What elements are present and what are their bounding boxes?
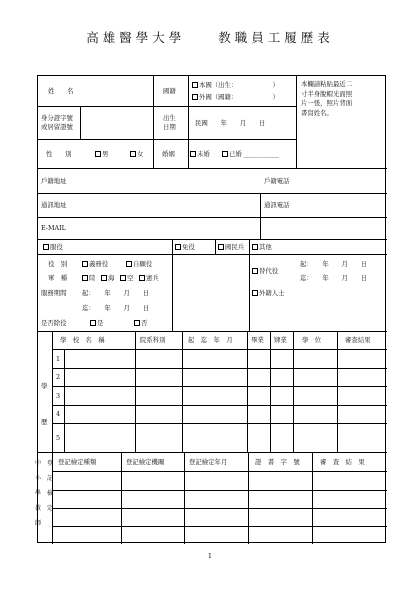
edu-row-number: 2: [56, 373, 61, 381]
reg-header-type: 登記檢定種類: [58, 458, 97, 466]
checkbox-icon: [252, 244, 258, 250]
page-number: 1: [207, 552, 213, 560]
checkbox-icon: [82, 275, 88, 281]
photo-note: 本欄請粘貼最近二 寸半身脫帽光面照 片一張，照片背面 書寫姓名。: [301, 80, 353, 117]
reg-header-agency: 登記檢定機關: [126, 458, 165, 466]
service-to[interactable]: 迄： 年 月 日: [82, 304, 150, 312]
checkbox-icon: [43, 244, 49, 250]
reg-header-cert: 證 書 字 號: [255, 458, 300, 466]
branch-label: 軍 種: [48, 274, 68, 282]
checkbox-icon: [192, 82, 198, 88]
birth-label: 出生 日期: [163, 114, 176, 131]
edu-row-number: 1: [56, 355, 61, 363]
checkbox-icon: [139, 275, 145, 281]
checkbox-icon: [120, 275, 126, 281]
checkbox-icon: [252, 268, 258, 274]
marital-label: 婚姻: [162, 150, 175, 158]
other-option[interactable]: 其他: [252, 243, 272, 251]
service-type-label: 役 別: [48, 260, 68, 268]
birth-date-field[interactable]: 民國 年 月 日: [195, 119, 266, 127]
resume-form: [37, 75, 386, 543]
edu-header-degree: 學 位: [302, 336, 322, 344]
gender-female-option[interactable]: 女: [130, 150, 143, 158]
substitute-to[interactable]: 迄： 年 月 日: [300, 274, 368, 282]
checkbox-icon: [190, 151, 196, 157]
married-option[interactable]: 已婚 ___________: [222, 150, 279, 158]
marine-option[interactable]: 憲兵: [139, 274, 159, 282]
edu-header-review: 審查結果: [345, 336, 371, 344]
checkbox-icon: [175, 244, 181, 250]
edu-row-number: 3: [56, 392, 61, 400]
mail-address-label: 通訊地址: [41, 201, 67, 209]
duty-option[interactable]: 義務役: [82, 260, 108, 268]
discharged-no-option[interactable]: 否: [134, 319, 147, 327]
reg-address-label: 戶籍地址: [41, 177, 67, 185]
national-guard-option[interactable]: 國民兵: [218, 243, 244, 251]
checkbox-icon: [134, 320, 140, 326]
edu-header-dept: 院系科別: [140, 336, 166, 344]
gender-label: 性 別: [46, 150, 72, 158]
discharged-yes-option[interactable]: 是: [90, 319, 103, 327]
substitute-from[interactable]: 起： 年 月 日: [300, 260, 368, 268]
edu-header-period: 起 迄 年 月: [188, 336, 233, 344]
reg-phone-label: 戶籍電話: [264, 177, 290, 185]
army-option[interactable]: 陸: [82, 274, 95, 282]
education-side-label: 學 歷: [41, 382, 48, 426]
volunteer-option[interactable]: 自願役: [126, 260, 152, 268]
checkbox-icon: [101, 275, 107, 281]
checkbox-icon: [222, 151, 228, 157]
service-from[interactable]: 起： 年 月 日: [82, 289, 150, 297]
edu-header-graduated: 畢業: [251, 336, 264, 344]
checkbox-icon: [130, 151, 136, 157]
checkbox-icon: [252, 290, 258, 296]
id-number-label: 身分證字號 或居留證號: [41, 114, 73, 131]
navy-option[interactable]: 海: [101, 274, 114, 282]
registration-side-label: 中 登 小 記 學 檢 教 定 師: [35, 460, 54, 527]
gender-male-option[interactable]: 男: [95, 150, 108, 158]
checkbox-icon: [82, 261, 88, 267]
discharged-label: 是否除役: [41, 319, 67, 327]
checkbox-icon: [90, 320, 96, 326]
single-option[interactable]: 未婚: [190, 150, 210, 158]
foreigner-option[interactable]: 外籍人士: [252, 289, 285, 297]
page-title: 高雄醫學大學 教職員工履歷表: [86, 30, 334, 45]
checkbox-icon: [126, 261, 132, 267]
checkbox-icon: [95, 151, 101, 157]
service-period-label: 服務期間: [41, 289, 67, 297]
edu-header-school: 學 校 名 稱: [60, 336, 105, 344]
reg-header-date: 登記檢定年月: [189, 458, 228, 466]
edu-row-number: 5: [56, 434, 61, 442]
name-label: 姓 名: [48, 87, 74, 95]
airforce-option[interactable]: 空: [120, 274, 133, 282]
mail-phone-label: 通訊電話: [264, 201, 290, 209]
edu-row-number: 4: [56, 410, 61, 418]
nationality-label: 國籍: [163, 87, 176, 95]
edu-header-incomplete: 肄業: [274, 336, 287, 344]
email-label: E-MAIL: [41, 224, 66, 232]
substitute-option[interactable]: 替代役: [252, 267, 278, 275]
exempt-option[interactable]: 免役: [175, 243, 195, 251]
nationality-local-option[interactable]: 本國（出生： ）: [192, 81, 279, 89]
reg-header-review: 審 查 結 果: [320, 458, 365, 466]
checkbox-icon: [192, 94, 198, 100]
served-option[interactable]: 服役: [43, 243, 63, 251]
checkbox-icon: [218, 244, 224, 250]
nationality-foreign-option[interactable]: 外國（國籍： ）: [192, 93, 279, 101]
